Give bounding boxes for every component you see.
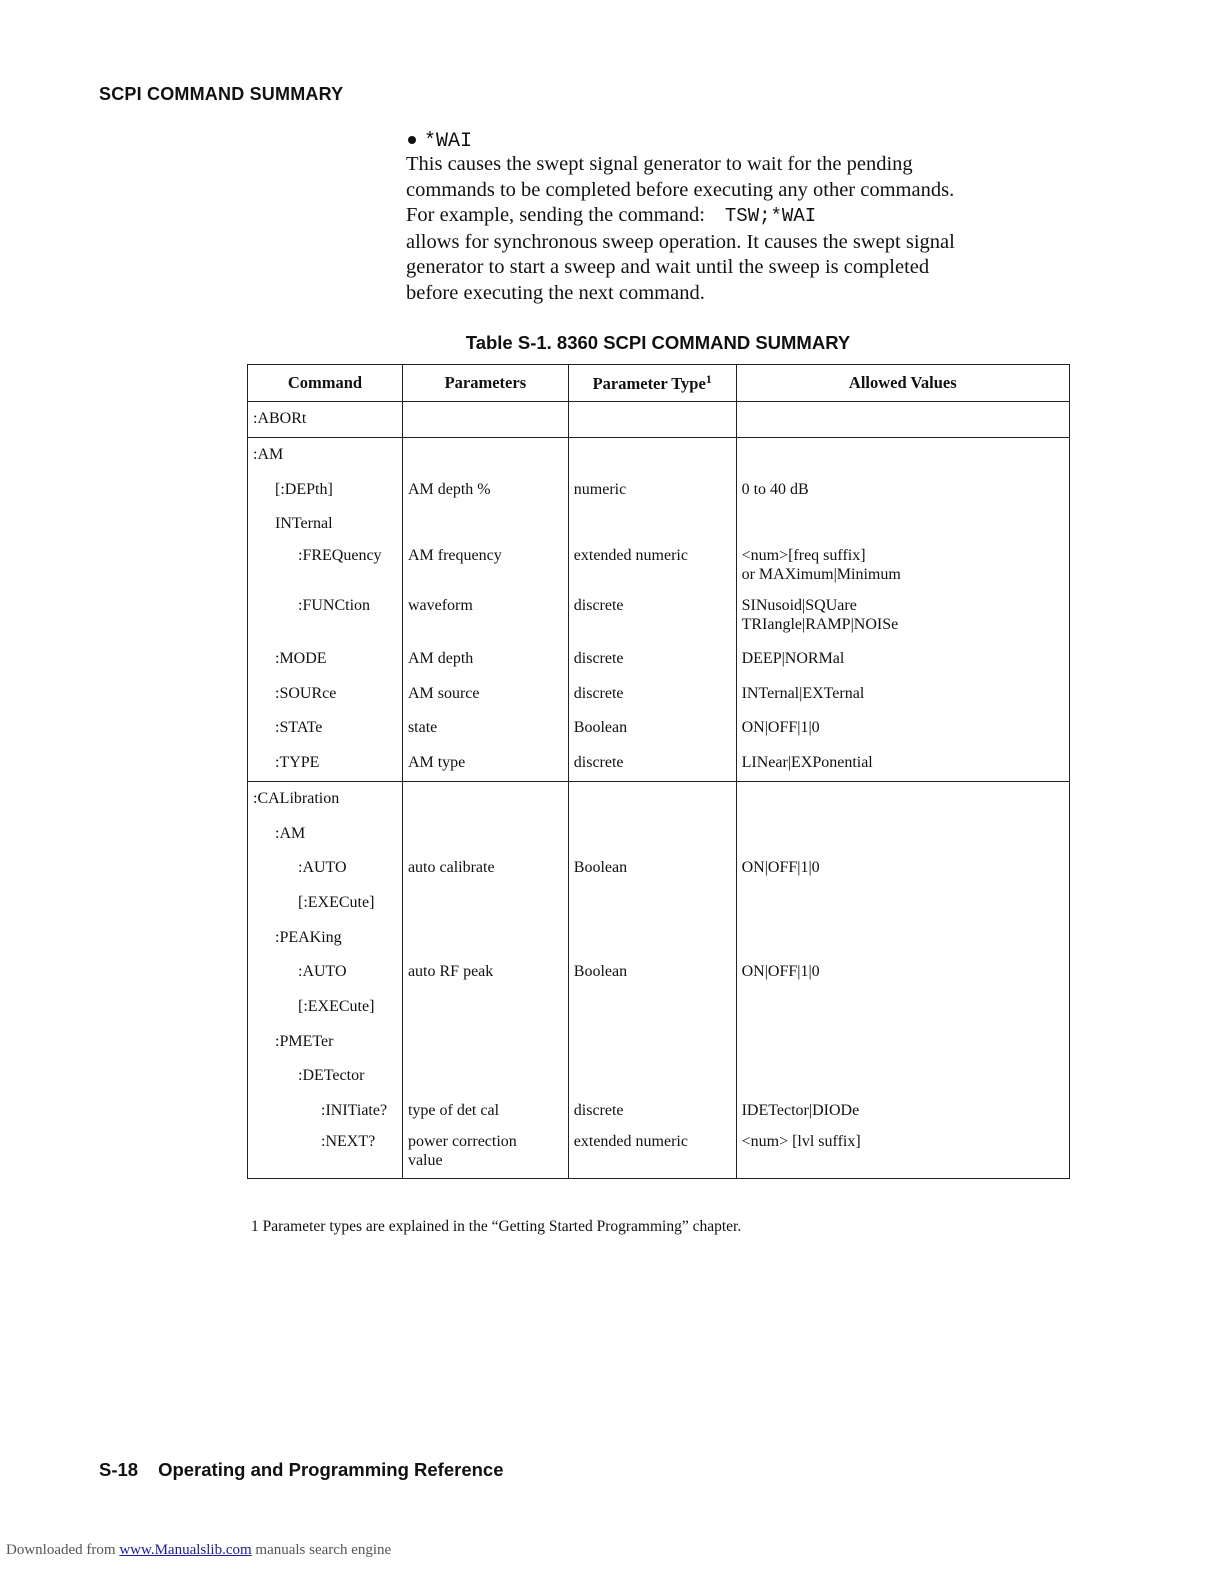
cell-parameters: auto RF peak xyxy=(402,955,568,990)
cell-command: :AUTO xyxy=(248,955,403,990)
cell-parameters xyxy=(402,816,568,851)
para-line: before executing the next command. xyxy=(406,281,705,304)
cell-command: :DETector xyxy=(248,1059,403,1094)
header-parameters: Parameters xyxy=(402,365,568,402)
cell-parameters: AM type xyxy=(402,746,568,781)
cell-parameters: AM depth % xyxy=(402,472,568,507)
table-header-row xyxy=(248,365,1070,402)
table-row xyxy=(248,781,1070,816)
cell-type: discrete xyxy=(568,746,736,781)
cell-parameters xyxy=(402,886,568,921)
cell-command: :AUTO xyxy=(248,851,403,886)
table-row xyxy=(248,886,1070,921)
cell-type: Boolean xyxy=(568,851,736,886)
cell-command: :ABORt xyxy=(248,402,403,438)
table-row xyxy=(248,676,1070,711)
value-line: TRIangle|RAMP|NOISe xyxy=(741,615,899,633)
cell-command: :PMETer xyxy=(248,1024,403,1059)
table-row xyxy=(248,990,1070,1025)
para-line: generator to start a sweep and wait until the sweep is completed xyxy=(406,256,930,279)
cell-parameters xyxy=(402,437,568,472)
cell-parameters: auto calibrate xyxy=(402,851,568,886)
value-line: or MAXimum|Minimum xyxy=(741,565,901,583)
cell-type xyxy=(568,1024,736,1059)
command-summary-table xyxy=(247,364,1070,1179)
cell-type: discrete xyxy=(568,592,736,642)
cell-values xyxy=(736,920,1069,955)
cell-command: [:EXECute] xyxy=(248,990,403,1025)
table-row xyxy=(248,746,1070,781)
cell-type: extended numeric xyxy=(568,542,736,592)
cell-values xyxy=(736,781,1069,816)
header-parameter-type-label: Parameter Type xyxy=(592,374,706,393)
cell-values: ON|OFF|1|0 xyxy=(736,851,1069,886)
cell-type: discrete xyxy=(568,676,736,711)
cell-type xyxy=(568,781,736,816)
cell-values xyxy=(736,886,1069,921)
cell-values xyxy=(736,1059,1069,1094)
cell-command: :SOURce xyxy=(248,676,403,711)
cell-parameters xyxy=(402,781,568,816)
page-number: S-18 xyxy=(99,1459,139,1480)
cell-command: [:EXECute] xyxy=(248,886,403,921)
cell-command: :CALibration xyxy=(248,781,403,816)
cell-type: discrete xyxy=(568,642,736,677)
cell-command: :NEXT? xyxy=(248,1128,403,1179)
table-row xyxy=(248,711,1070,746)
download-prefix: Downloaded from xyxy=(6,1542,116,1558)
cell-command: :TYPE xyxy=(248,746,403,781)
cell-values xyxy=(736,990,1069,1025)
cell-type xyxy=(568,816,736,851)
table-row xyxy=(248,851,1070,886)
cell-type: Boolean xyxy=(568,711,736,746)
cell-values: ON|OFF|1|0 xyxy=(736,955,1069,990)
cell-parameters xyxy=(402,507,568,542)
cell-command: :STATe xyxy=(248,711,403,746)
cell-parameters: AM depth xyxy=(402,642,568,677)
cell-parameters xyxy=(402,990,568,1025)
header-allowed-values: Allowed Values xyxy=(736,365,1069,402)
page-footer xyxy=(99,1459,504,1481)
cell-command: :FUNCtion xyxy=(248,592,403,642)
cell-type: extended numeric xyxy=(568,1128,736,1179)
table-row xyxy=(248,1128,1070,1179)
cell-command: :MODE xyxy=(248,642,403,677)
cell-type: Boolean xyxy=(568,955,736,990)
bullet-icon xyxy=(408,136,416,144)
value-line: <num>[freq suffix] xyxy=(741,546,866,564)
cell-values xyxy=(736,592,1069,642)
cell-type: discrete xyxy=(568,1094,736,1129)
table-row xyxy=(248,1094,1070,1129)
bullet-item xyxy=(406,128,1066,152)
section-title: SCPI COMMAND SUMMARY xyxy=(99,84,344,104)
cell-values: LINear|EXPonential xyxy=(736,746,1069,781)
table-title: Table S-1. 8360 SCPI COMMAND SUMMARY xyxy=(465,332,851,353)
cell-type xyxy=(568,886,736,921)
para-line: This causes the swept signal generator to wait for the pending xyxy=(406,153,913,175)
header-parameter-type xyxy=(568,365,736,402)
cell-type xyxy=(568,990,736,1025)
table-row xyxy=(248,507,1070,542)
cell-parameters: state xyxy=(402,711,568,746)
table-row xyxy=(248,920,1070,955)
table-row xyxy=(248,1024,1070,1059)
para-line: commands to be completed before executing any other commands. xyxy=(406,178,955,201)
download-suffix: manuals search engine xyxy=(255,1542,392,1558)
cell-values xyxy=(736,1024,1069,1059)
value-line: SINusoid|SQUare xyxy=(741,596,857,614)
intro-text xyxy=(406,128,1066,307)
table-row xyxy=(248,542,1070,592)
header-command: Command xyxy=(248,365,403,402)
cell-values: ON|OFF|1|0 xyxy=(736,711,1069,746)
cell-values xyxy=(736,542,1069,592)
table-row xyxy=(248,592,1070,642)
cell-values xyxy=(736,437,1069,472)
table-row xyxy=(248,1059,1070,1094)
bullet-command: *WAI xyxy=(424,130,473,153)
cell-values: IDETector|DIODe xyxy=(736,1094,1069,1129)
cell-parameters: AM source xyxy=(402,676,568,711)
cell-parameters: AM frequency xyxy=(402,542,568,592)
cell-values xyxy=(736,816,1069,851)
cell-parameters xyxy=(402,402,568,438)
table-footnote: 1 Parameter types are explained in the “Getting Started Programming” chapter. xyxy=(251,1218,742,1235)
cell-type xyxy=(568,437,736,472)
table-row xyxy=(248,955,1070,990)
footnote-mark: 1 xyxy=(705,372,712,386)
cell-type xyxy=(568,920,736,955)
table-row xyxy=(248,472,1070,507)
cell-type xyxy=(568,507,736,542)
para-line xyxy=(406,203,1066,230)
cell-command: :FREQuency xyxy=(248,542,403,592)
cell-values: <num> [lvl suffix] xyxy=(736,1128,1069,1179)
intro-paragraph xyxy=(406,152,1066,307)
cell-command: :AM xyxy=(248,816,403,851)
download-note xyxy=(6,1542,391,1559)
cell-parameters xyxy=(402,1128,568,1179)
cell-parameters xyxy=(402,1024,568,1059)
param-line: value xyxy=(407,1152,443,1170)
cell-parameters: waveform xyxy=(402,592,568,642)
cell-type: numeric xyxy=(568,472,736,507)
table-row xyxy=(248,816,1070,851)
cell-command: :PEAKing xyxy=(248,920,403,955)
cell-parameters xyxy=(402,1059,568,1094)
para-text: For example, sending the command: xyxy=(406,204,705,227)
cell-values: INTernal|EXTernal xyxy=(736,676,1069,711)
cell-parameters: type of det cal xyxy=(402,1094,568,1129)
cell-parameters xyxy=(402,920,568,955)
cell-values: 0 to 40 dB xyxy=(736,472,1069,507)
example-command: TSW;*WAI xyxy=(724,205,817,228)
footer-title: Operating and Programming Reference xyxy=(158,1459,504,1480)
cell-command: :AM xyxy=(248,437,403,472)
cell-values xyxy=(736,507,1069,542)
table-row xyxy=(248,642,1070,677)
cell-command: [:DEPth] xyxy=(248,472,403,507)
cell-values xyxy=(736,402,1069,438)
table-row xyxy=(248,437,1070,472)
manualslib-link[interactable]: www.Manualslib.com xyxy=(119,1542,252,1558)
cell-values: DEEP|NORMal xyxy=(736,642,1069,677)
param-line: power correction xyxy=(407,1133,517,1151)
cell-type xyxy=(568,402,736,438)
para-line: allows for synchronous sweep operation. It causes the swept signal xyxy=(406,230,955,253)
cell-command: INTernal xyxy=(248,507,403,542)
cell-type xyxy=(568,1059,736,1094)
cell-command: :INITiate? xyxy=(248,1094,403,1129)
table-row xyxy=(248,402,1070,438)
